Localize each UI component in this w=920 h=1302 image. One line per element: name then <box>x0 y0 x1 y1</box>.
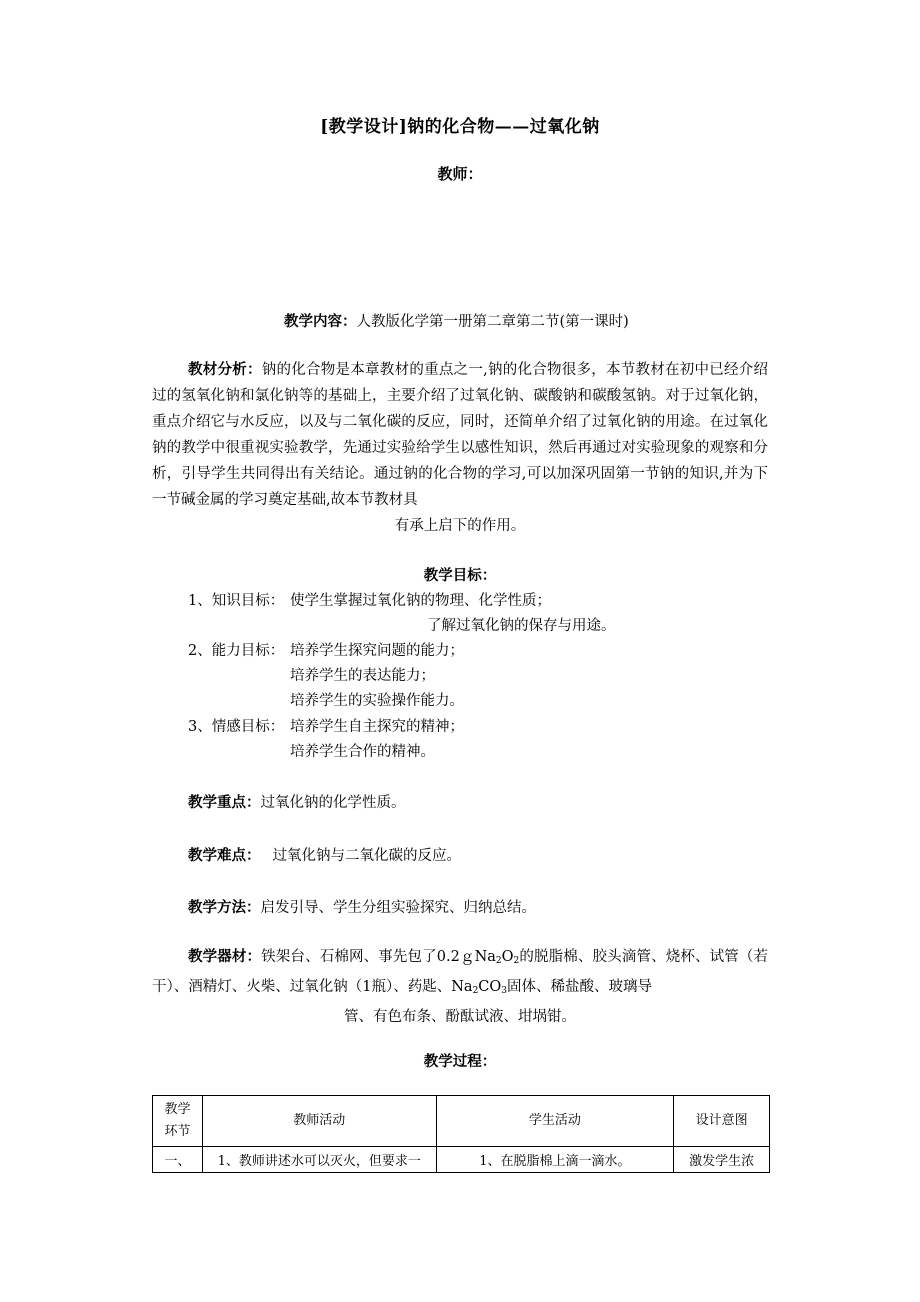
teaching-content-label: 教学内容： <box>284 313 357 330</box>
teaching-method-label: 教学方法： <box>188 899 261 916</box>
material-analysis-text: 钠的化合物是本章教材的重点之一,钠的化合物很多，本节教材在初中已经介绍过的氢氧化钠和氯化钠等的基础上，主要介绍了过氧化钠、碳酸钠和碳酸氢钠。对于过氧化钠，重点介绍它与水反应，以及与二氧化碳的反应，同时，还简单介绍了过氧化钠的用途。在过氧化钠的教学中很重视实验教学，先通过实验给学生以感性知识，然后再通过对实验现象的观察和分析，引导学生共同得出有关结论。通过钠的化合物的学习,可以加深巩固第一节钠的知识,并为下一节碱金属的学习奠定基础,故本节教材具 <box>152 362 769 508</box>
key-point-text: 过氧化钠的化学性质。 <box>260 795 406 811</box>
table-cell: 1、在脱脂棉上滴一滴水。 <box>436 1147 674 1173</box>
difficulty-text: 过氧化钠与二氧化碳的反应。 <box>272 848 461 864</box>
equipment-sub-3: 2 <box>472 986 479 996</box>
objective-emotion-line-1: 培养学生自主探究的精神； <box>290 719 464 735</box>
table-cell: 激发学生浓 <box>674 1147 770 1173</box>
equipment-text-1: 铁架台、石棉网、事先包了0.2ｇNa <box>261 949 496 965</box>
key-point-label: 教学重点： <box>188 794 261 811</box>
difficulty-label: 教学难点： <box>188 847 261 864</box>
objective-ability-label: 2、能力目标： <box>188 643 285 659</box>
table-cell: 一、 <box>153 1147 203 1173</box>
equipment <box>152 944 768 1030</box>
process-header-stage <box>153 1096 203 1147</box>
material-analysis-last-line: 有承上启下的作用。 <box>394 518 526 534</box>
teaching-method <box>188 897 536 919</box>
equipment-sub-1: 2 <box>495 956 502 966</box>
objective-knowledge-line-1: 使学生掌握过氧化钠的物理、化学性质； <box>290 593 551 609</box>
table-cell: 1、教师讲述水可以灭火，但要求一 <box>202 1147 436 1173</box>
objective-ability-line-2: 培养学生的表达能力； <box>290 668 435 684</box>
table-row <box>153 1147 770 1173</box>
objective-knowledge-label: 1、知识目标： <box>188 593 285 609</box>
equipment-sub-4: 3 <box>501 986 508 996</box>
equipment-text-5: 固体、稀盐酸、玻璃导 <box>507 979 653 995</box>
teacher-label: 教师： <box>437 165 483 183</box>
equipment-sub-2: 2 <box>513 956 520 966</box>
equipment-text-4: CO <box>478 979 502 995</box>
material-analysis-label: 教材分析： <box>188 361 262 378</box>
process-table <box>152 1095 770 1173</box>
process-heading: 教学过程： <box>423 1053 497 1070</box>
teaching-method-text: 启发引导、学生分组实验探究、归纳总结。 <box>260 900 536 916</box>
process-table-header-row <box>153 1096 770 1147</box>
objectives-heading: 教学目标： <box>423 567 497 584</box>
objective-emotion-label: 3、情感目标： <box>188 719 285 735</box>
process-header-stage-line-2: 环节 <box>164 1124 191 1139</box>
equipment-label: 教学器材： <box>188 948 262 965</box>
process-header-teacher: 教师活动 <box>202 1096 436 1147</box>
material-analysis <box>152 357 768 539</box>
key-point <box>188 792 406 814</box>
objective-emotion-line-2: 培养学生合作的精神。 <box>290 744 435 760</box>
equipment-text-2: O <box>501 949 514 965</box>
difficulty <box>188 845 461 867</box>
objective-ability-line-3: 培养学生的实验操作能力。 <box>290 693 464 709</box>
objective-knowledge-line-2: 了解过氧化钠的保存与用途。 <box>427 618 616 634</box>
document-title: [教学设计]钠的化合物——过氧化钠 <box>320 117 600 137</box>
teaching-content-text: 人教版化学第一册第二章第二节(第一课时) <box>356 314 629 330</box>
equipment-last-line: 管、有色布条、酚酞试液、坩埚钳。 <box>344 1009 576 1025</box>
objective-ability-line-1: 培养学生探究问题的能力； <box>290 643 464 659</box>
process-header-student: 学生活动 <box>436 1096 674 1147</box>
process-header-intent: 设计意图 <box>674 1096 770 1147</box>
teaching-content <box>284 311 629 333</box>
equipment-text-3: 的脱脂棉、胶头滴管、烧杯、试管（若干）、酒精灯、火柴、过氧化钠（1瓶）、药匙、Na <box>152 949 768 995</box>
process-header-stage-line-1: 教学 <box>164 1102 191 1117</box>
